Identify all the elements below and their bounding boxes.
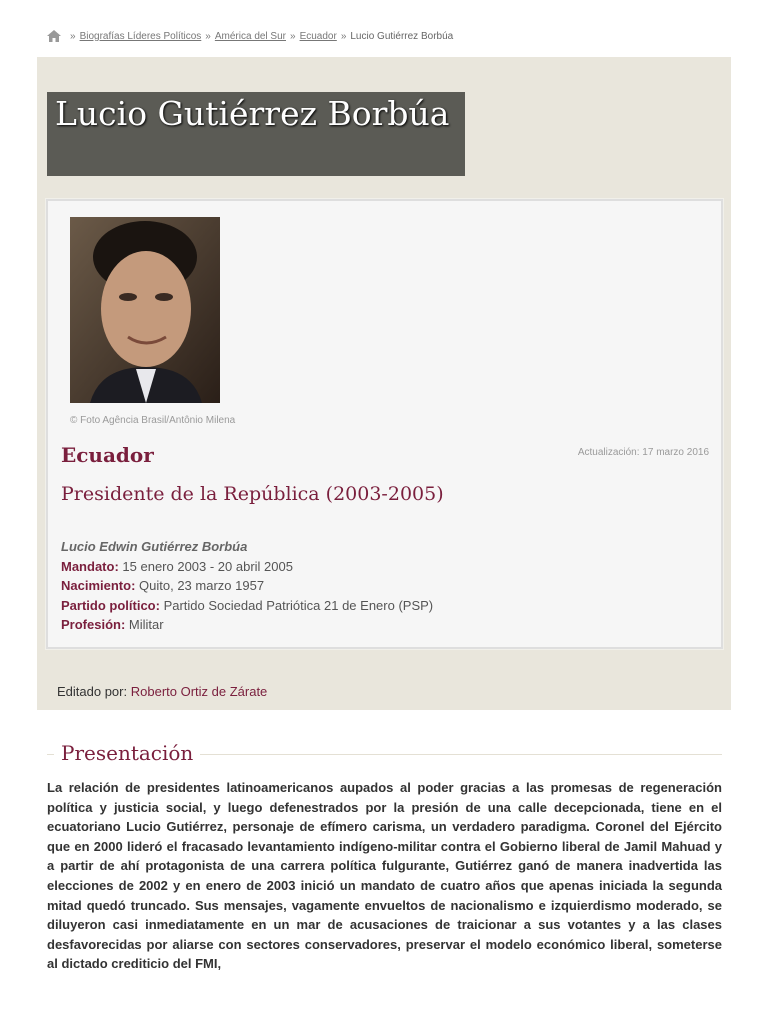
breadcrumb-separator: » [205,30,211,42]
breadcrumb-separator: » [290,30,296,42]
facts-list [61,537,433,635]
photo-caption: © Foto Agência Brasil/Antônio Milena [70,415,236,426]
editor-prefix: Editado por: [57,684,128,699]
presentation-text: La relación de presidentes latinoamericanos aupados al poder gracias a las promesas de regeneración política y justicia social, y luego defenestrados por la presión de una calle decepcionada, tiene en el ecuatoriano Lucio Gutiérrez, personaje de efímero carisma, un verdadero paradigma. Coronel del Ejército que en 2000 lideró el fracasado levantamiento indígeno-militar contra el Gobierno liberal de Jamil Mahuad y a partir de ahí protagonista de una carrera política fulgurante, Gutiérrez ganó de manera inadvertida las elecciones de 2002 y en enero de 2003 inició un mandato de cuatro años que apenas iniciada la segunda mitad quedó truncado. Sus mensajes, vagamente envueltos de nacionalismo e izquierdismo moderado, se diluyeron casi inmediatamente en un mar de acusaciones de traicionar a sus votantes y a las clases desfavorecidas por aliarse con sectores conservadores, preservar el modelo económico liberal, someterse al dictado crediticio del FMI, [47,780,722,972]
fact-value: Quito, 23 marzo 1957 [139,578,265,594]
breadcrumb-separator: » [340,30,347,42]
presentation-heading: Presentación [54,740,200,766]
fact-row [61,615,433,635]
full-name: Lucio Edwin Gutiérrez Borbúa [61,539,248,554]
fact-row [61,557,433,577]
fact-row [61,576,433,596]
fact-value: Partido Sociedad Patriótica 21 de Enero (PSP) [163,597,434,613]
breadcrumb-link-america-del-sur[interactable]: América del Sur [214,30,286,42]
breadcrumb [46,28,453,44]
profile-panel [37,57,731,710]
breadcrumb-link-ecuador[interactable]: Ecuador [299,30,337,42]
fact-label: Partido político: [61,597,160,613]
home-icon[interactable] [46,29,62,43]
breadcrumb-link-biografias[interactable]: Biografías Líderes Políticos [79,30,202,42]
portrait-photo [70,217,220,403]
fact-value: Militar [128,617,164,633]
fact-label: Mandato: [61,558,119,574]
fact-value: 15 enero 2003 - 20 abril 2005 [122,558,293,574]
editor-line [57,684,267,699]
fact-label: Profesión: [61,617,126,633]
portrait-image [70,217,220,403]
fact-label: Nacimiento: [61,578,136,594]
page-title-box [47,92,465,176]
fact-row [61,596,433,616]
update-date: Actualización: 17 marzo 2016 [577,447,709,458]
breadcrumb-separator: » [70,30,76,42]
country-heading: Ecuador [61,443,154,467]
role-heading: Presidente de la República (2003-2005) [61,483,444,505]
presentation-section-header [47,740,722,768]
page-title: Lucio Gutiérrez Borbúa [55,94,450,133]
profile-card [46,199,723,649]
editor-link[interactable]: Roberto Ortiz de Zárate [130,684,268,699]
breadcrumb-current: Lucio Gutiérrez Borbúa [350,30,454,42]
